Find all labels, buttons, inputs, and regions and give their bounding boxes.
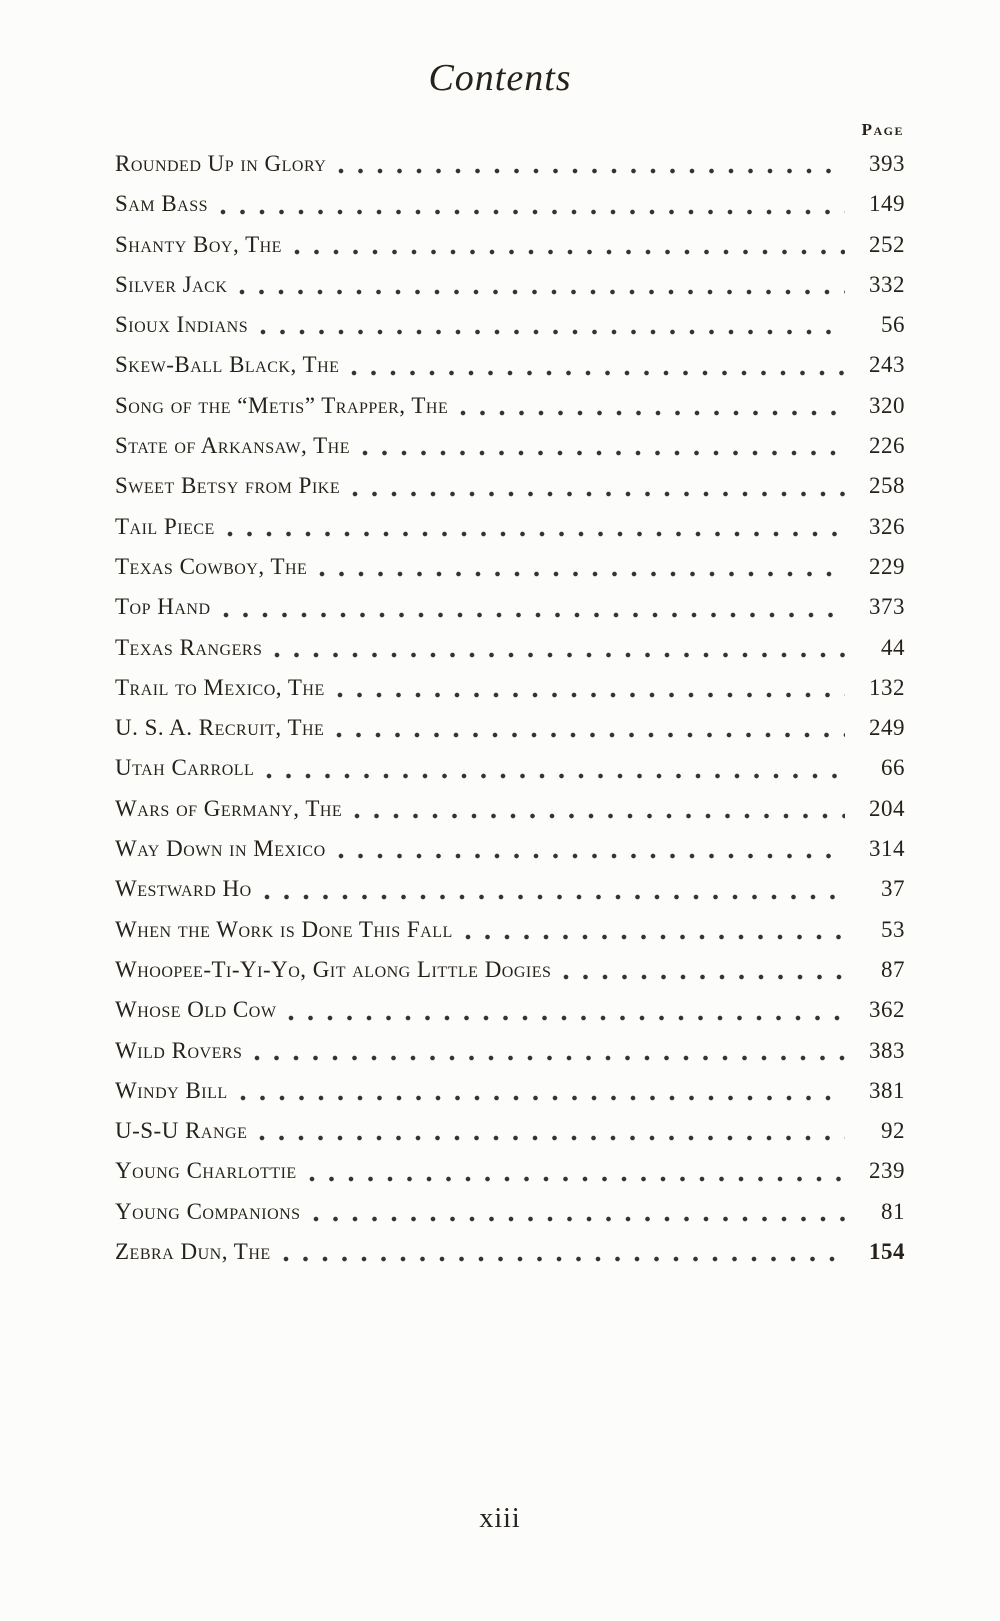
- dot-leader: [266, 773, 845, 779]
- toc-entry: [115, 144, 905, 184]
- toc-entry: [115, 265, 905, 305]
- toc-entry-page: 37: [881, 876, 905, 902]
- toc-entry-page: 393: [869, 151, 905, 176]
- toc-entry-page: 326: [869, 513, 905, 539]
- toc-entry-title: Shanty Boy, The: [115, 231, 282, 257]
- toc-entry-title: Sioux Indians: [115, 312, 249, 338]
- toc-entry-page: 362: [869, 997, 905, 1023]
- toc-entry-title: Sweet Betsy from Pike: [115, 473, 341, 499]
- dot-leader: [313, 1216, 845, 1222]
- dot-leader: [352, 491, 845, 497]
- dot-leader: [563, 974, 845, 980]
- toc-entry-title: When the Work is Done This Fall: [115, 916, 453, 942]
- toc-entry-page: 320: [869, 392, 905, 418]
- toc-entry-page: 154: [869, 1239, 905, 1265]
- toc-entry-page: 249: [869, 715, 905, 741]
- dot-leader: [223, 612, 845, 618]
- toc-entry-title: Whoopee-Ti-Yi-Yo, Git along Little Dogies: [115, 956, 552, 982]
- toc-entry-page: 239: [869, 1158, 905, 1184]
- toc-entry-page: 381: [869, 1077, 905, 1103]
- toc-entry-page: 149: [869, 191, 905, 217]
- toc-entry-page: 314: [869, 836, 905, 862]
- toc-entry-title: Silver Jack: [115, 271, 228, 297]
- toc-entry: [115, 748, 905, 788]
- toc-entry-page: 229: [869, 553, 905, 579]
- toc-entry: [115, 426, 905, 466]
- dot-leader: [465, 934, 845, 940]
- dot-leader: [260, 329, 845, 335]
- dot-leader: [220, 209, 845, 215]
- toc-entry: [115, 990, 905, 1030]
- toc-entry: [115, 950, 905, 990]
- toc-entry: [115, 466, 905, 506]
- toc-entry-title: Young Charlottie: [115, 1158, 297, 1184]
- toc-entry-title: Texas Cowboy, The: [115, 553, 308, 579]
- toc-list: [115, 144, 905, 1272]
- toc-entry: [115, 708, 905, 748]
- page-title: Contents: [428, 57, 572, 99]
- toc-entry: [115, 225, 905, 265]
- toc-entry: [115, 1031, 905, 1071]
- toc-entry-page: 87: [881, 956, 905, 982]
- toc-entry: [115, 1192, 905, 1232]
- toc-entry-page: 66: [881, 755, 905, 781]
- dot-leader: [259, 1135, 845, 1141]
- toc-entry-title: Wars of Germany, The: [115, 795, 343, 821]
- dot-leader: [288, 1015, 845, 1021]
- toc-entry-page: 92: [881, 1118, 905, 1144]
- dot-leader: [294, 249, 845, 255]
- toc-entry-page: 332: [869, 271, 905, 297]
- toc-entry-page: 132: [869, 674, 905, 700]
- dot-leader: [264, 894, 845, 900]
- toc-entry: [115, 789, 905, 829]
- toc-entry-title: Sam Bass: [115, 191, 209, 217]
- dot-leader: [338, 853, 845, 859]
- toc-entry: [115, 547, 905, 587]
- dot-leader: [338, 168, 845, 174]
- toc-entry: [115, 507, 905, 547]
- toc-entry-title: U. S. A. Recruit, The: [115, 715, 325, 741]
- toc-entry: [115, 386, 905, 426]
- dot-leader: [336, 732, 845, 738]
- toc-entry-title: U-S-U Range: [115, 1118, 248, 1144]
- toc-entry-page: 53: [881, 916, 905, 942]
- dot-leader: [351, 370, 845, 376]
- toc-entry-title: Utah Carroll: [115, 755, 255, 781]
- toc-entry-title: Rounded Up in Glory: [115, 151, 327, 176]
- toc-entry-page: 204: [869, 795, 905, 821]
- toc-entry-page: 243: [869, 352, 905, 378]
- toc-entry-page: 258: [869, 473, 905, 499]
- toc-entry-title: Song of the “Metis” Trapper, The: [115, 392, 449, 418]
- dot-leader: [337, 692, 845, 698]
- dot-leader: [240, 1095, 845, 1101]
- toc-entry: [115, 345, 905, 385]
- toc-entry-title: State of Arkansaw, The: [115, 433, 350, 459]
- dot-leader: [309, 1176, 845, 1182]
- toc-entry-title: Whose Old Cow: [115, 997, 277, 1023]
- toc-entry-title: Zebra Dun, The: [115, 1239, 271, 1265]
- dot-leader: [274, 652, 845, 658]
- toc-entry-page: 56: [881, 312, 905, 338]
- dot-leader: [354, 813, 845, 819]
- toc-entry-title: Windy Bill: [115, 1077, 228, 1103]
- toc-entry: [115, 829, 905, 869]
- dot-leader: [254, 1055, 845, 1061]
- toc-entry: [115, 628, 905, 668]
- toc-entry-page: 373: [869, 594, 905, 620]
- dot-leader: [239, 289, 845, 295]
- toc-entry-title: Wild Rovers: [115, 1037, 243, 1063]
- toc-entry-title: Way Down in Mexico: [115, 836, 326, 862]
- toc-entry-page: 44: [881, 634, 905, 660]
- toc-entry-title: Westward Ho: [115, 876, 252, 902]
- dot-leader: [319, 571, 845, 577]
- toc-entry-page: 252: [869, 231, 905, 257]
- toc-entry-page: 383: [869, 1037, 905, 1063]
- toc-entry-title: Tail Piece: [115, 513, 215, 539]
- toc-entry: [115, 587, 905, 627]
- toc-entry: [115, 668, 905, 708]
- toc-entry-title: Top Hand: [115, 594, 211, 620]
- toc-entry: [115, 1151, 905, 1191]
- toc-entry-title: Skew-Ball Black, The: [115, 352, 340, 378]
- toc-entry: [115, 184, 905, 224]
- toc-entry: [115, 869, 905, 909]
- toc-entry-title: Trail to Mexico, The: [115, 674, 325, 700]
- dot-leader: [283, 1256, 845, 1262]
- toc-entry: [115, 1071, 905, 1111]
- toc-entry-page: 81: [881, 1198, 905, 1224]
- toc-entry: [115, 1232, 905, 1272]
- toc-entry: [115, 910, 905, 950]
- folio-page-number: xiii: [479, 1503, 521, 1534]
- toc-entry: [115, 305, 905, 345]
- dot-leader: [460, 410, 845, 416]
- toc-entry-page: 226: [869, 433, 905, 459]
- dot-leader: [227, 531, 845, 537]
- toc-entry-title: Young Companions: [115, 1198, 301, 1224]
- page-column-header: Page: [861, 120, 904, 139]
- dot-leader: [362, 450, 845, 456]
- toc-entry: [115, 1111, 905, 1151]
- toc-entry-title: Texas Rangers: [115, 634, 263, 660]
